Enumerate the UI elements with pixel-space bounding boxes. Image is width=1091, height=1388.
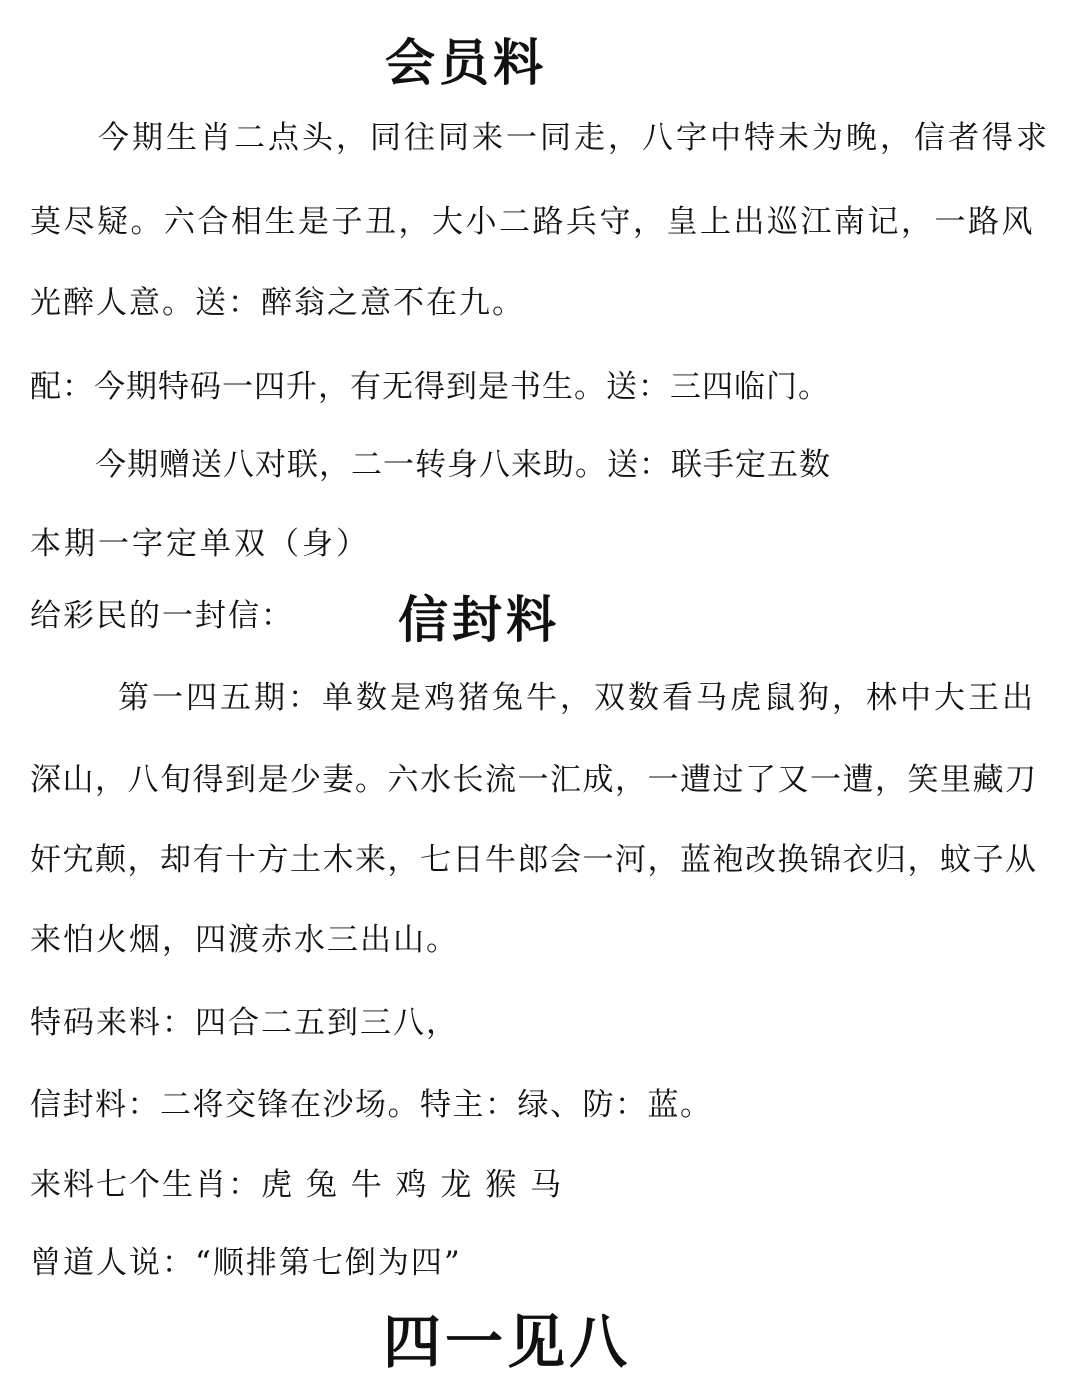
- bottom-title: 四一见八: [383, 1308, 632, 1376]
- paragraph1-line1: 今期生肖二点头，同往同来一同走，八字中特未为晚，信者得求: [98, 120, 1050, 156]
- zeng-line: 曾道人说：“顺排第七倒为四”: [30, 1245, 462, 1281]
- letter-label: 给彩民的一封信：: [30, 598, 294, 634]
- paragraph2-line1: 第一四五期：单数是鸡猪兔牛，双数看马虎鼠狗，林中大王出: [118, 680, 1036, 716]
- special-code-line: 特码来料：四合二五到三八，: [30, 1005, 459, 1041]
- pei-line: 配：今期特码一四升，有无得到是书生。送：三四临门。: [30, 369, 830, 405]
- paragraph1-line3: 光醉人意。送：醉翁之意不在九。: [30, 285, 525, 321]
- member-title: 会员料: [385, 33, 547, 92]
- envelope-title: 信封料: [398, 590, 560, 649]
- gift-line: 今期赠送八对联，二一转身八来助。送：联手定五数: [95, 447, 831, 483]
- envelope-line: 信封料：二将交锋在沙场。特主：绿、防：蓝。: [30, 1087, 713, 1123]
- paragraph2-line2: 深山，八旬得到是少妻。六水长流一汇成，一遭过了又一遭，笑里藏刀: [30, 762, 1038, 798]
- paragraph1-line2: 莫尽疑。六合相生是子丑，大小二路兵守，皇上出巡江南记，一路风: [30, 204, 1035, 240]
- single-double-line: 本期一字定单双（身）: [30, 526, 370, 562]
- paragraph2-line4: 来怕火烟，四渡赤水三出山。: [30, 922, 459, 958]
- zodiac-line: 来料七个生肖：虎 兔 牛 鸡 龙 猴 马: [30, 1167, 564, 1203]
- paragraph2-line3: 奸宄颠，却有十方土木来，七日牛郎会一河，蓝袍改换锦衣归，蚊子从: [30, 842, 1038, 878]
